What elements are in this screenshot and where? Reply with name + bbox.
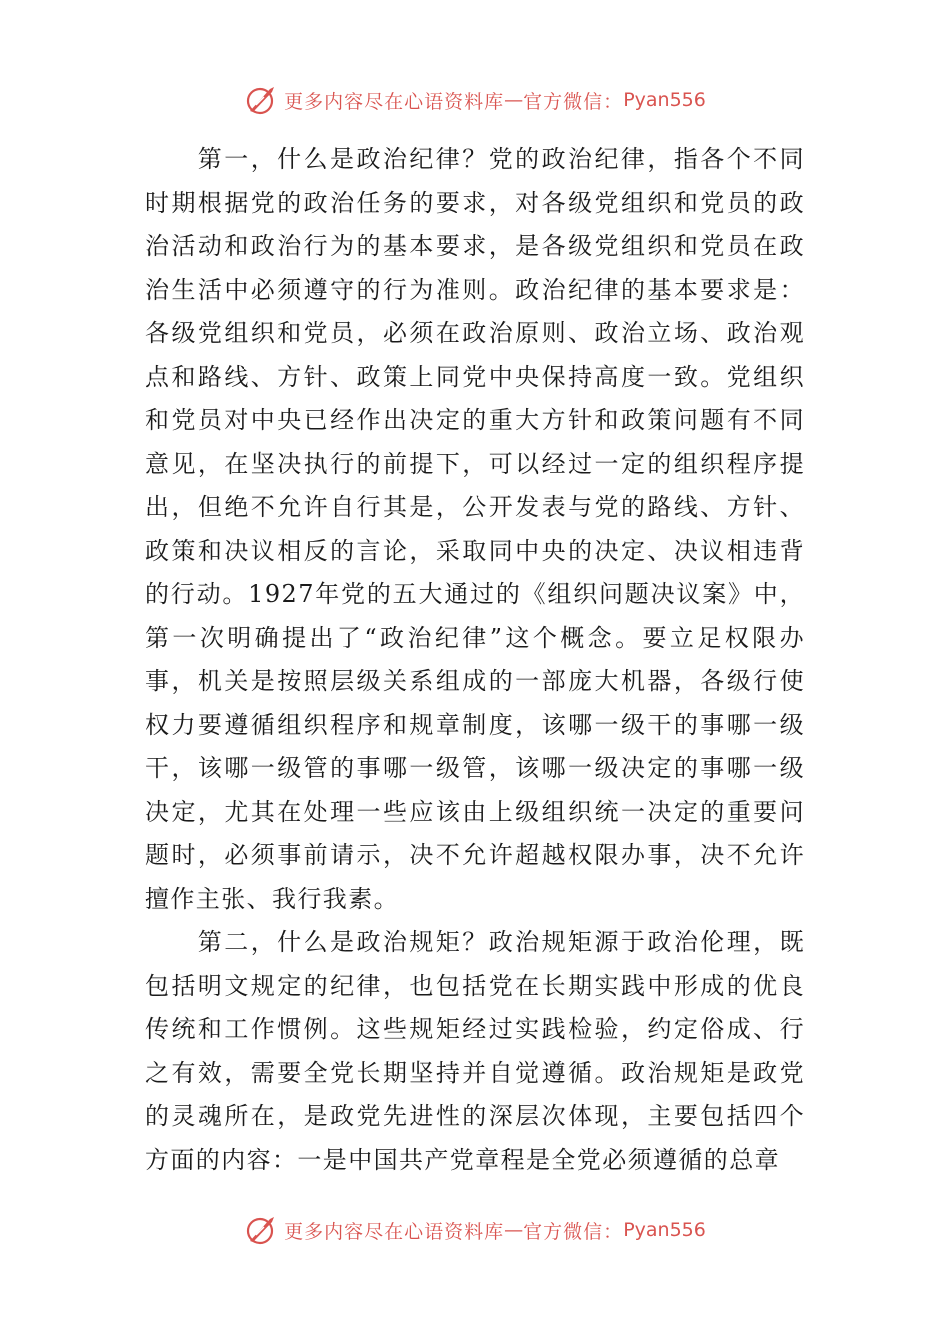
banner-brand-text: 更多内容尽在心语资料库 xyxy=(284,90,505,113)
paragraph-political-discipline: 第一，什么是政治纪律？党的政治纪律，指各个不同时期根据党的政治任务的要求，对各级党组织和党员的政治活动和政治行为的基本要求，是各级党组织和党员在政治生活中必须遵守的行为准则。政治纪律的基本要求是：各级党组织和党员，必须在政治原则、政治立场、政治观点和路线、方针、政策上同党中央保持高度一致。党组织和党员对中央已经作出决定的重大方针和政策问题有不同意见，在坚决执行的前提下，可以经过一定的组织程序提出，但绝不允许自行其是，公开发表与党的路线、方针、政策和决议相反的言论，采取同中央的决定、决议相违背的行动。1927年党的五大通过的《组织问题决议案》中，第一次明确提出了“政治纪律”这个概念。要立足权限办事，机关是按照层级关系组成的一部庞大机器，各级行使权力要遵循组织程序和规章制度，该哪一级干的事哪一级干，该哪一级管的事哪一级管，该哪一级决定的事哪一级决定，尤其在处理一些应该由上级组织统一决定的重要问题时，必须事前请示，决不允许超越权限办事，决不允许擅作主张、我行我素。 xyxy=(145,145,805,913)
paragraph-political-rules: 第二，什么是政治规矩？政治规矩源于政治伦理，既包括明文规定的纪律，也包括党在长期实践中形成的优良传统和工作惯例。这些规矩经过实践检验，约定俗成、行之有效，需要全党长期坚持并自觉遵循。政治规矩是政党的灵魂所在，是政党先进性的深层次体现，主要包括四个方面的内容：一是中国共产党章程是全党必须遵循的总章 xyxy=(145,928,805,1174)
quill-logo-icon xyxy=(244,1213,278,1247)
footer-banner xyxy=(0,1210,950,1250)
banner-official-label: 官方微信： xyxy=(523,90,624,113)
banner-brand-text: 更多内容尽在心语资料库 xyxy=(284,1220,505,1243)
banner-separator: — xyxy=(504,1219,524,1241)
header-banner xyxy=(0,80,950,120)
document-body xyxy=(145,138,805,1182)
banner-wechat-id: Pyan556 xyxy=(623,89,706,111)
banner-wechat-id: Pyan556 xyxy=(623,1219,706,1241)
banner-official-label: 官方微信： xyxy=(523,1220,624,1243)
banner-separator: — xyxy=(504,89,524,111)
quill-logo-icon xyxy=(244,83,278,117)
